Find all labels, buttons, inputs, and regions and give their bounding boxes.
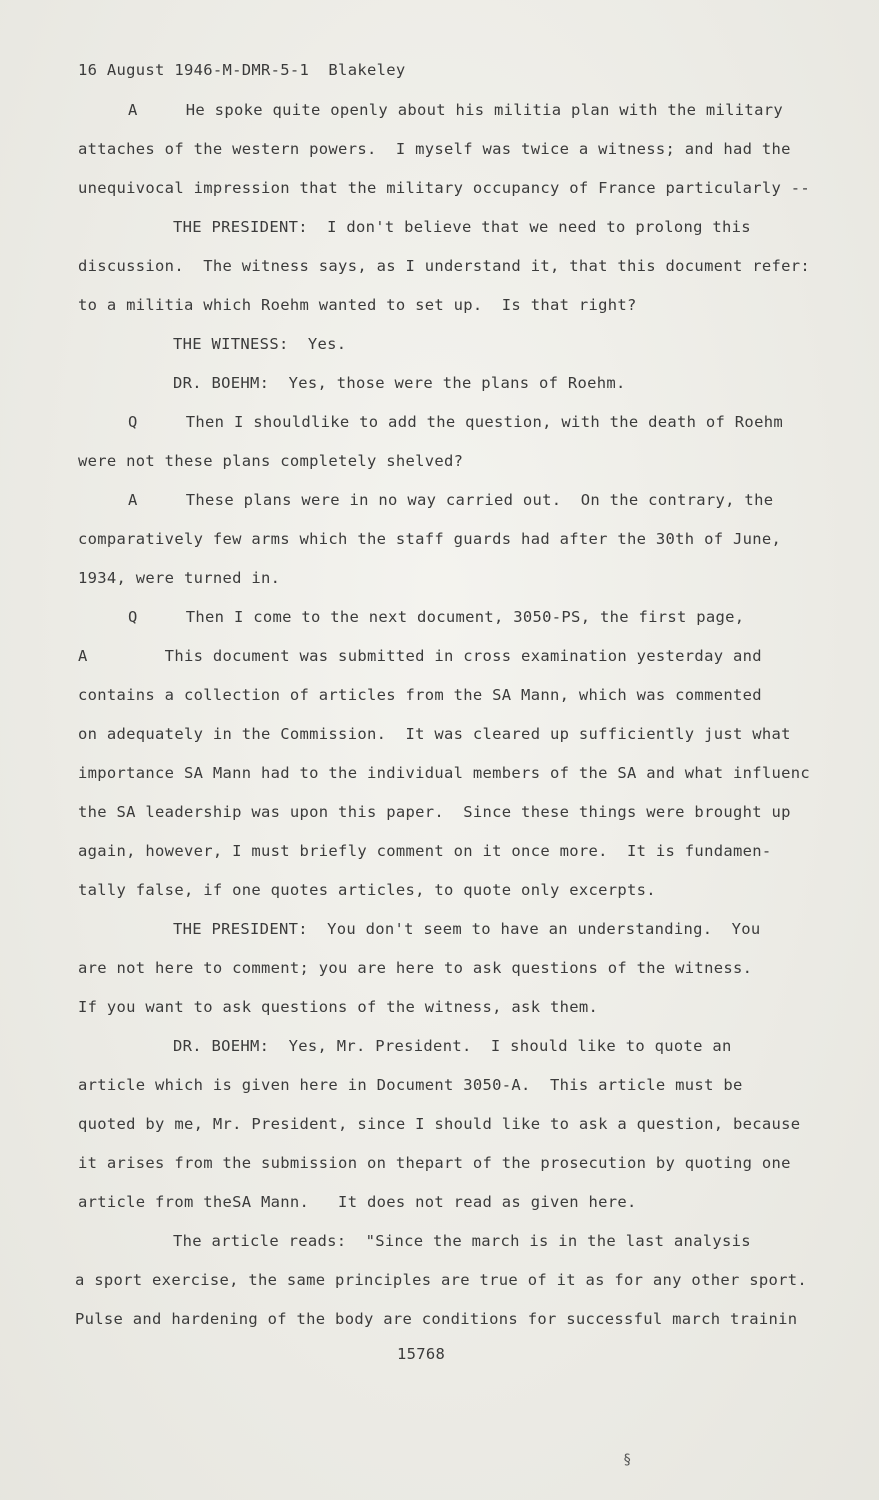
text-line: again, however, I must briefly comment on it once more. It is fundamen- <box>78 842 772 860</box>
text-line: attaches of the western powers. I myself was twice a witness; and had the <box>78 140 791 158</box>
page-number: 15768 <box>397 1345 446 1363</box>
text-line: article which is given here in Document 3050-A. This article must be <box>78 1076 743 1094</box>
text-line: article from theSA Mann. It does not read as given here. <box>78 1193 637 1211</box>
text-line: A This document was submitted in cross examination yesterday and <box>78 647 762 665</box>
text-line: the SA leadership was upon this paper. Since these things were brought up <box>78 803 791 821</box>
text-line: A He spoke quite openly about his militia plan with the military <box>128 101 783 119</box>
text-line: 1934, were turned in. <box>78 569 281 587</box>
text-line: THE PRESIDENT: I don't believe that we need to prolong this <box>173 218 751 236</box>
text-line: unequivocal impression that the military occupancy of France particularly -- <box>78 179 811 197</box>
text-line: tally false, if one quotes articles, to quote only excerpts. <box>78 881 656 899</box>
text-line: Q Then I come to the next document, 3050-PS, the first page, <box>128 608 745 626</box>
text-line: THE WITNESS: Yes. <box>173 335 347 353</box>
text-line: are not here to comment; you are here to ask questions of the witness. <box>78 959 753 977</box>
text-line: it arises from the submission on thepart of the prosecution by quoting one <box>78 1154 791 1172</box>
text-line: were not these plans completely shelved? <box>78 452 464 470</box>
text-line: A These plans were in no way carried out. On the contrary, the <box>128 491 774 509</box>
text-line: DR. BOEHM: Yes, those were the plans of Roehm. <box>173 374 626 392</box>
text-line: a sport exercise, the same principles are true of it as for any other sport. <box>75 1271 808 1289</box>
text-line: THE PRESIDENT: You don't seem to have an understanding. You <box>173 920 761 938</box>
text-line: The article reads: "Since the march is in the last analysis <box>173 1232 751 1250</box>
text-line: to a militia which Roehm wanted to set up. Is that right? <box>78 296 637 314</box>
text-line: Q Then I shouldlike to add the question, with the death of Roehm <box>128 413 783 431</box>
section-mark-icon: § <box>623 1452 632 1468</box>
text-line: contains a collection of articles from the SA Mann, which was commented <box>78 686 762 704</box>
text-line: DR. BOEHM: Yes, Mr. President. I should like to quote an <box>173 1037 732 1055</box>
page-header: 16 August 1946-M-DMR-5-1 Blakeley <box>78 61 406 79</box>
text-line: If you want to ask questions of the witness, ask them. <box>78 998 599 1016</box>
text-line: discussion. The witness says, as I understand it, that this document refer: <box>78 257 811 275</box>
text-line: on adequately in the Commission. It was cleared up sufficiently just what <box>78 725 791 743</box>
text-line: importance SA Mann had to the individual members of the SA and what influenc <box>78 764 811 782</box>
text-line: comparatively few arms which the staff guards had after the 30th of June, <box>78 530 782 548</box>
text-line: quoted by me, Mr. President, since I should like to ask a question, because <box>78 1115 801 1133</box>
text-line: Pulse and hardening of the body are conditions for successful march trainin <box>75 1310 798 1328</box>
